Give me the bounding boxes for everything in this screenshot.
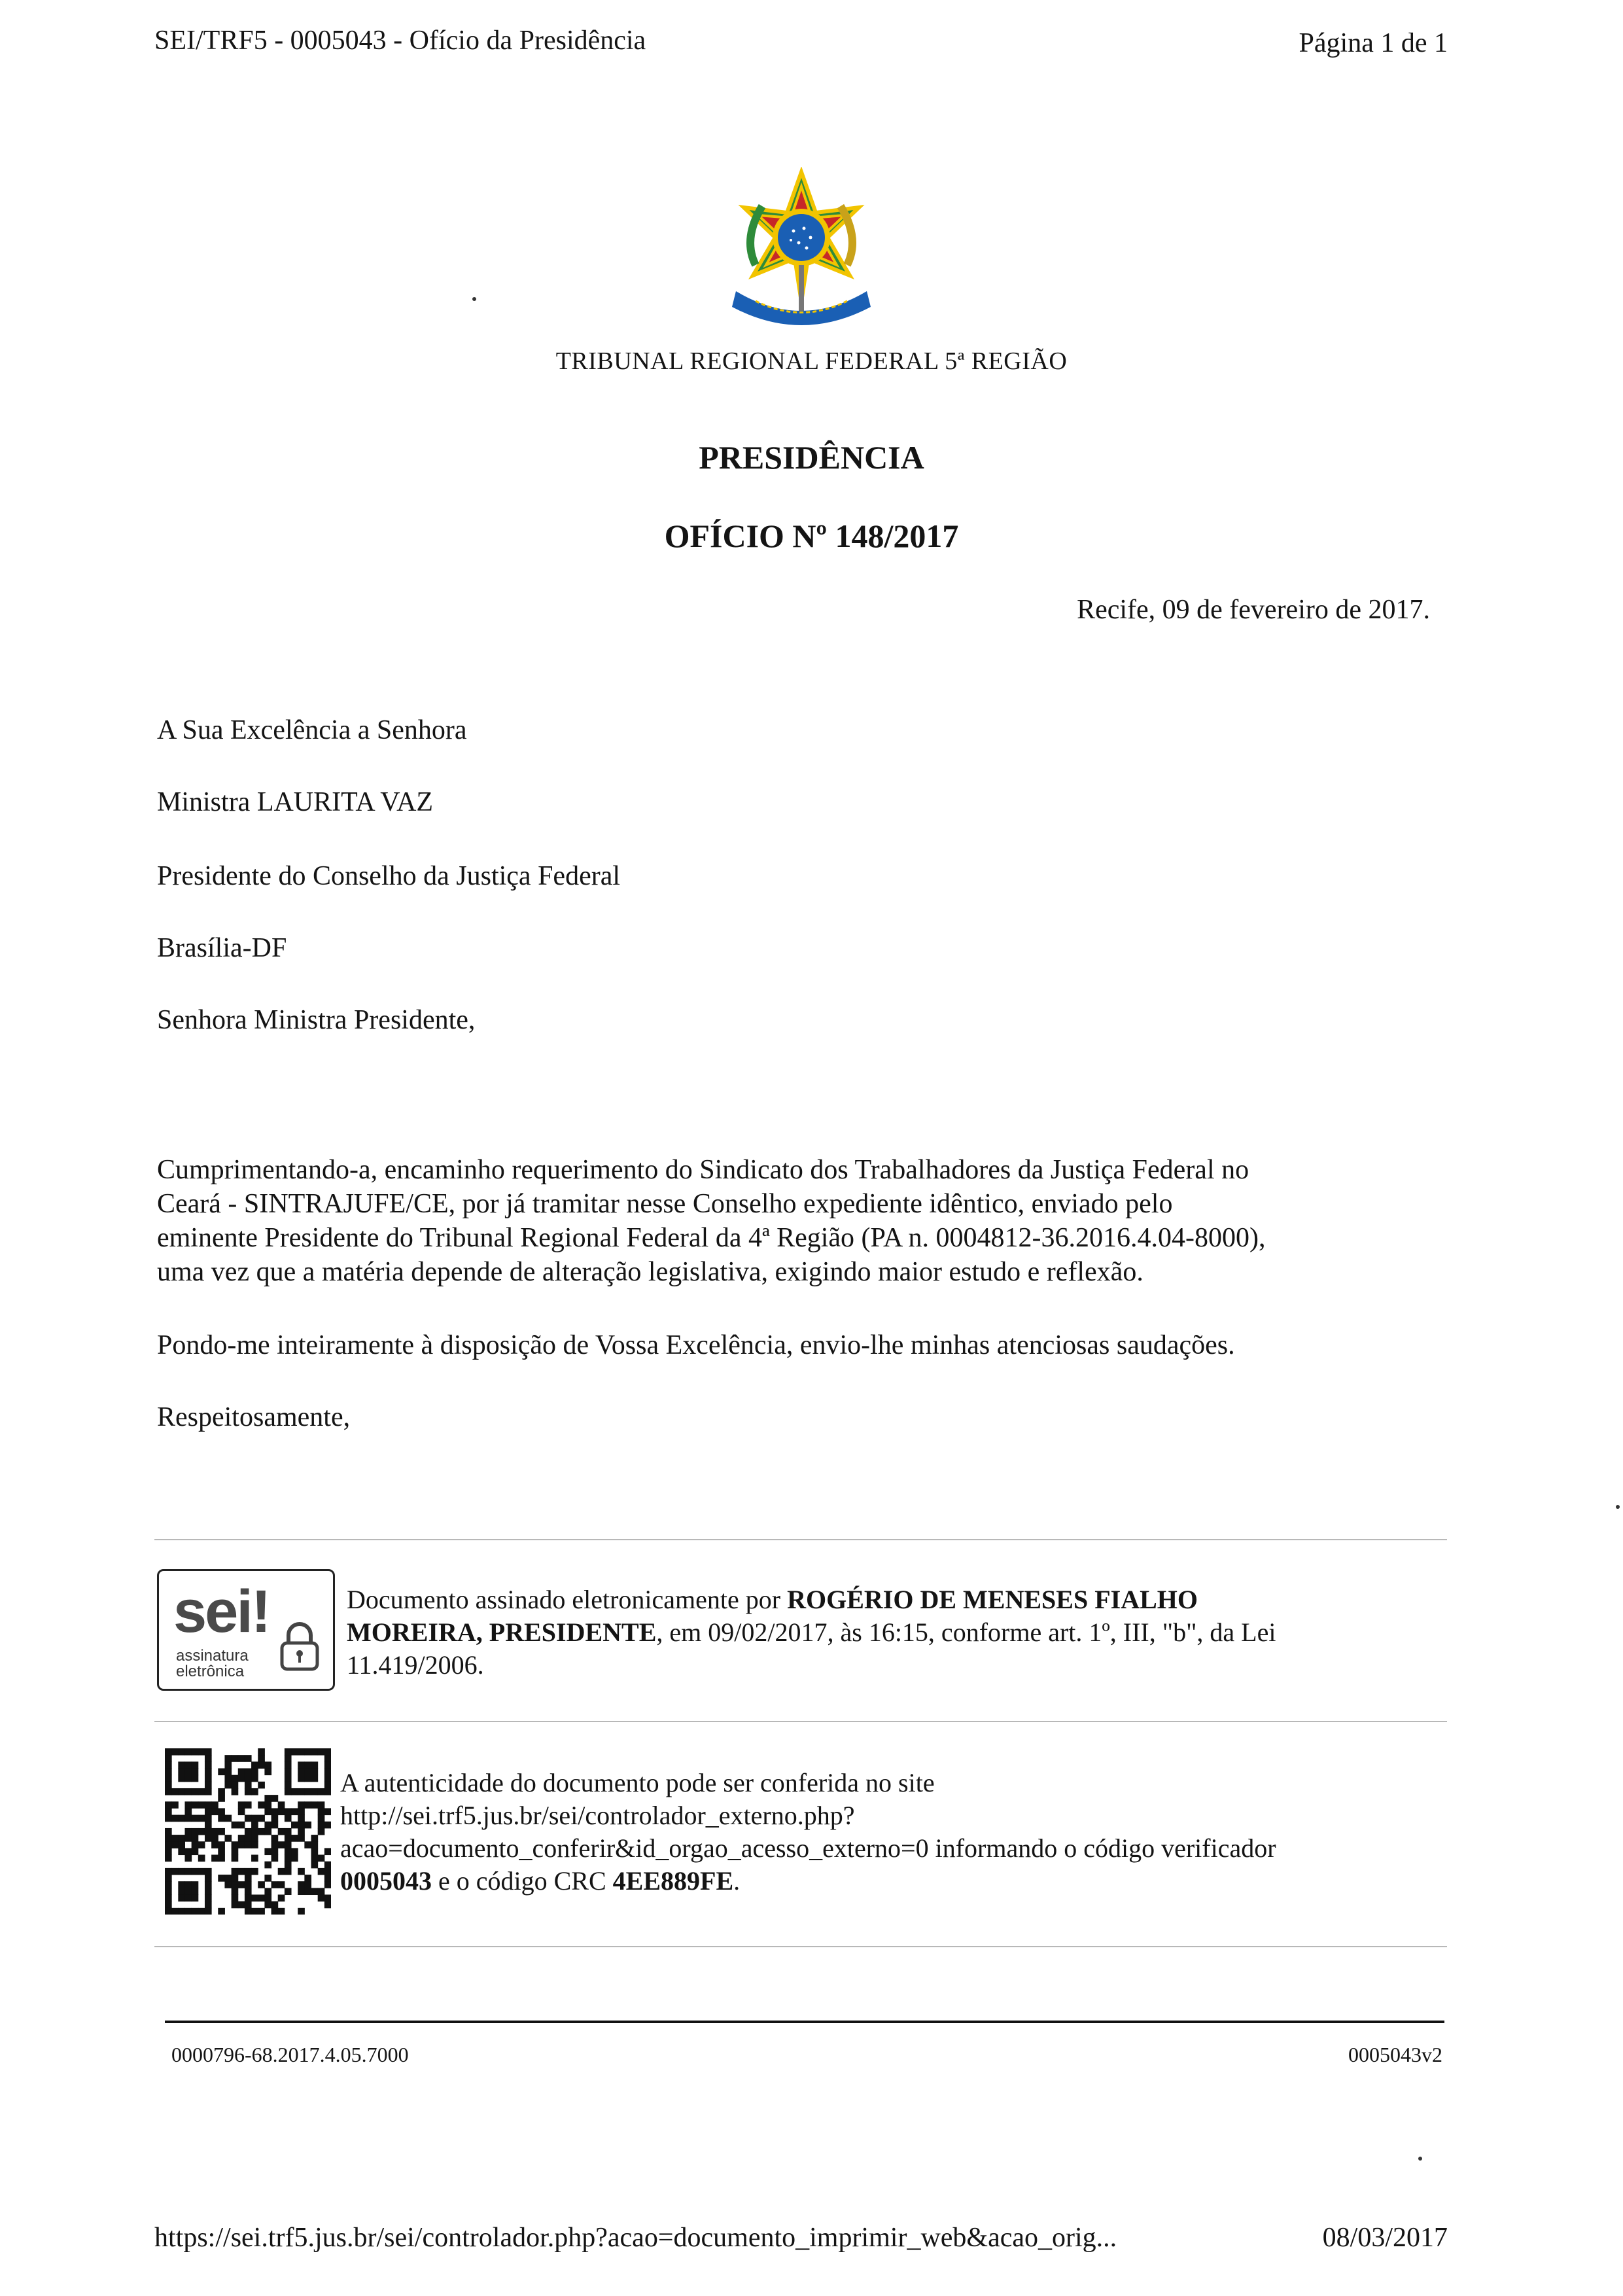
qr-code: [165, 1748, 331, 1915]
authenticity-text: [340, 1767, 1276, 1898]
signature-law: 11.419/2006.: [347, 1650, 484, 1680]
document-version: 0005043v2: [1348, 2043, 1442, 2066]
authenticity-line-3: acao=documento_conferir&id_orgao_acesso_externo=0 informando o código verificador: [340, 1833, 1276, 1863]
date-line: Recife, 09 de fevereiro de 2017.: [1077, 595, 1430, 625]
scan-speck: [1418, 2157, 1422, 2161]
crc-code: 4EE889FE: [612, 1866, 734, 1896]
addressee-line-3: Presidente do Conselho da Justiça Federal: [157, 861, 621, 891]
scan-speck: [1616, 1505, 1620, 1509]
addressee-line-1: A Sua Excelência a Senhora: [157, 715, 467, 745]
separator-line: [154, 1721, 1447, 1722]
body-line: Ceará - SINTRAJUFE/CE, por já tramitar nesse Conselho expediente idêntico, enviado pelo: [157, 1189, 1173, 1219]
closing: Respeitosamente,: [157, 1402, 351, 1432]
authenticity-middle: e o código CRC: [432, 1866, 613, 1896]
body-line: uma vez que a matéria depende de alteração legislativa, exigindo maior estudo e reflexão.: [157, 1257, 1143, 1287]
sei-logo-sub2: eletrônica: [176, 1663, 245, 1680]
authenticity-url[interactable]: http://sei.trf5.jus.br/sei/controlador_externo.php?: [340, 1801, 855, 1830]
signer-name-cont: MOREIRA, PRESIDENTE: [347, 1617, 657, 1647]
separator-line: [154, 1539, 1447, 1540]
separator-line: [154, 1946, 1447, 1947]
sei-logo-subtitle: [176, 1648, 249, 1680]
print-header-page: Página 1 de 1: [1299, 28, 1448, 58]
signer-name: ROGÉRIO DE MENESES FIALHO: [787, 1585, 1198, 1614]
verification-code: 0005043: [340, 1866, 432, 1896]
print-footer-url: https://sei.trf5.jus.br/sei/controlador.php?acao=documento_imprimir_web&acao_orig...: [154, 2223, 1117, 2253]
print-footer-date: 08/03/2017: [1322, 2223, 1448, 2253]
body-line: Cumprimentando-a, encaminho requerimento do Sindicato dos Trabalhadores da Justiça Federal no: [157, 1155, 1249, 1185]
footer-rule: [165, 2021, 1444, 2023]
institution-name: TRIBUNAL REGIONAL FEDERAL 5ª REGIÃO: [555, 347, 1068, 375]
salutation: Senhora Ministra Presidente,: [157, 1005, 476, 1035]
brazil-coat-of-arms-icon: [716, 167, 886, 330]
sei-signature-logo: [157, 1569, 335, 1691]
signature-text: [347, 1583, 1276, 1682]
process-number: 0000796-68.2017.4.05.7000: [171, 2043, 409, 2066]
body-line: eminente Presidente do Tribunal Regional Federal da 4ª Região (PA n. 0004812-36.2016.4.04-8000),: [157, 1223, 1266, 1253]
scan-speck: [472, 297, 476, 301]
body-paragraph-1: [157, 1153, 1465, 1289]
authenticity-line-1: A autenticidade do documento pode ser conferida no site: [340, 1768, 935, 1797]
body-paragraph-2: Pondo-me inteiramente à disposição de Vossa Excelência, envio-lhe minhas atenciosas saudações.: [157, 1330, 1235, 1360]
oficio-number: OFÍCIO Nº 148/2017: [664, 518, 959, 554]
sei-logo-text: sei!: [173, 1578, 270, 1645]
addressee-line-2: Ministra LAURITA VAZ: [157, 787, 434, 817]
addressee-line-4: Brasília-DF: [157, 933, 287, 963]
signature-legal-basis: , em 09/02/2017, às 16:15, conforme art. 1º, III, "b", da Lei: [656, 1617, 1276, 1647]
sei-logo-sub1: assinatura: [176, 1647, 249, 1665]
signature-prefix: Documento assinado eletronicamente por: [347, 1585, 788, 1614]
print-header-title: SEI/TRF5 - 0005043 - Ofício da Presidência: [154, 26, 646, 56]
department-title: PRESIDÊNCIA: [699, 439, 924, 476]
authenticity-end: .: [733, 1866, 741, 1896]
lock-icon: [278, 1619, 321, 1675]
